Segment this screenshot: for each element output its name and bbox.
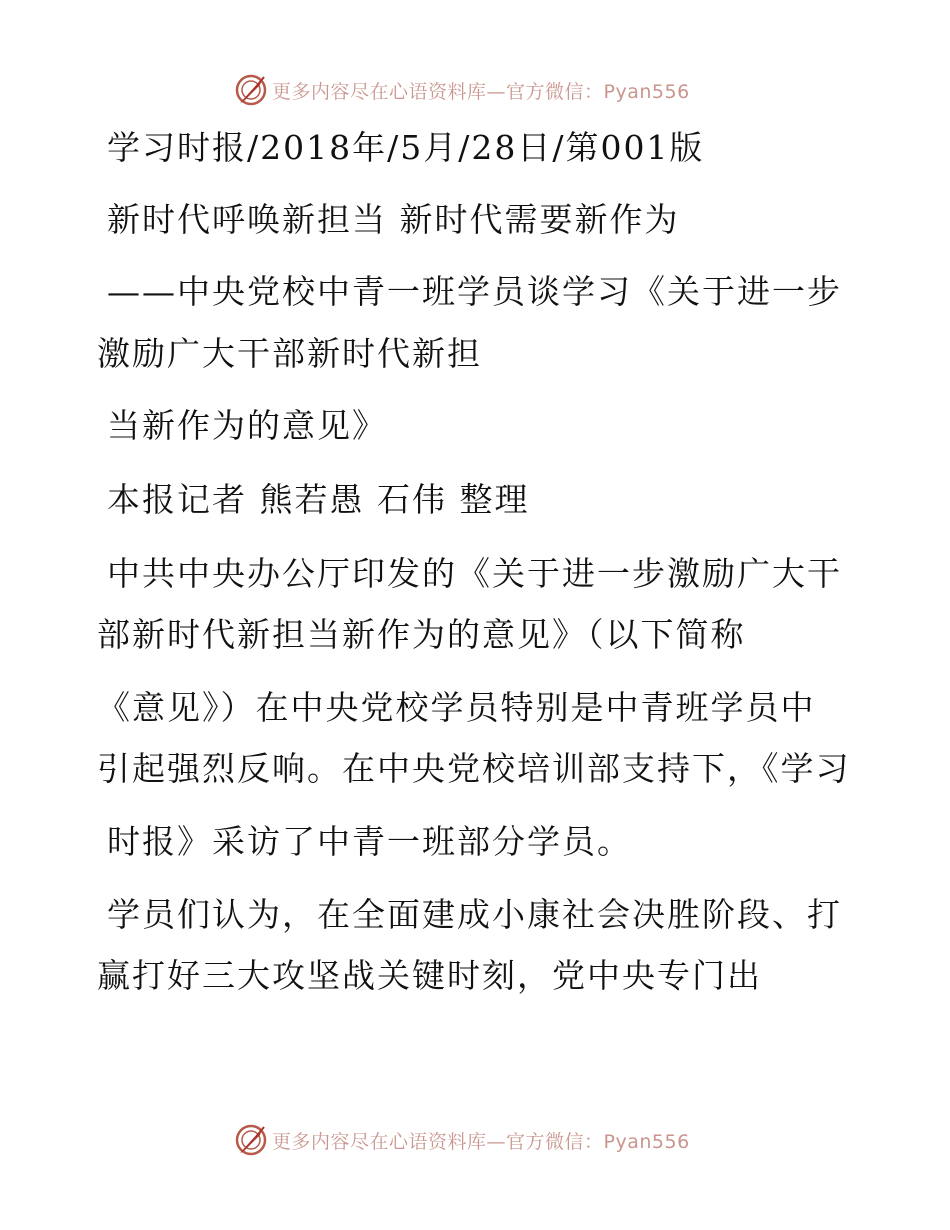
- article-line: 《意见》）在中央党校学员特别是中青班学员中: [97, 688, 816, 727]
- article-line: 新时代呼唤新担当 新时代需要新作为: [107, 200, 680, 239]
- article-line: 当新作为的意见》: [107, 406, 387, 445]
- watermark-text: 更多内容尽在心语资料库—官方微信：Pyan556: [272, 80, 690, 103]
- article-line: 激励广大干部新时代新担: [97, 334, 482, 373]
- footer-watermark: [234, 1120, 690, 1160]
- watermark-text: 更多内容尽在心语资料库—官方微信：Pyan556: [272, 1130, 690, 1153]
- article-line: 学习时报/2018年/5月/28日/第001版: [107, 128, 705, 167]
- article-line: 学员们认为，在全面建成小康社会决胜阶段、打: [107, 895, 842, 934]
- wechat-id: Pyan556: [603, 80, 690, 103]
- article-line: 时报》采访了中青一班部分学员。: [107, 822, 632, 861]
- article-line: ——中央党校中青一班学员谈学习《关于进一步: [107, 272, 842, 311]
- quill-logo-icon: [234, 73, 268, 107]
- article-line: 本报记者 熊若愚 石伟 整理: [107, 480, 530, 519]
- article-line: 引起强烈反响。在中央党校培训部支持下，《学习: [97, 749, 851, 788]
- article-line: 部新时代新担当新作为的意见》（以下简称: [97, 615, 746, 654]
- header-watermark: [234, 70, 690, 110]
- wechat-id: Pyan556: [603, 1130, 690, 1153]
- article-line: 赢打好三大攻坚战关键时刻，党中央专门出: [97, 956, 762, 995]
- article-line: 中共中央办公厅印发的《关于进一步激励广大干: [107, 554, 842, 593]
- quill-logo-icon: [234, 1123, 268, 1157]
